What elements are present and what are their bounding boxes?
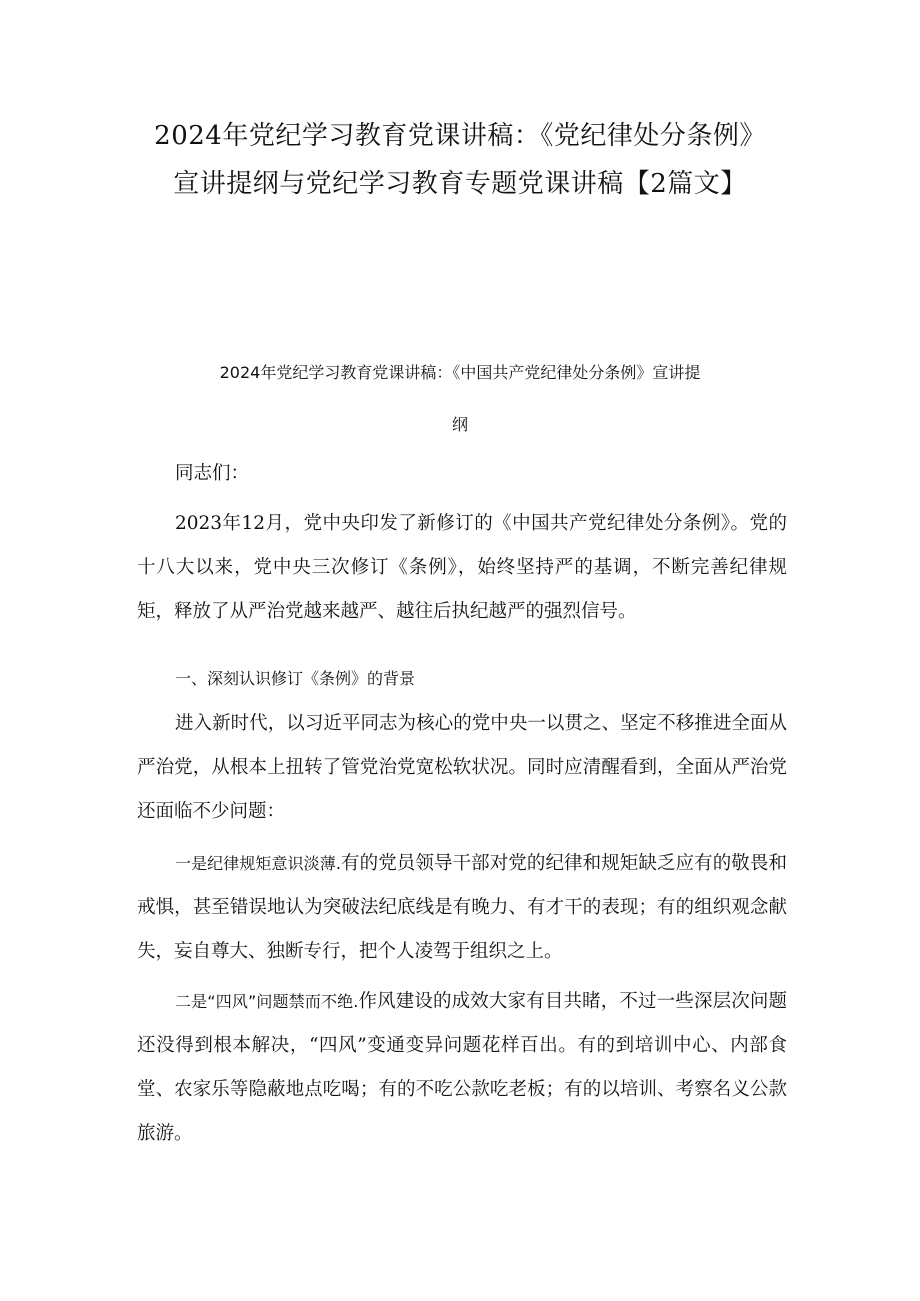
point-body-2: 作风建设的成效大家有目共睹，不过一些深层次问题还没得到根本解决，“四风”变通变异问题花样百出。有的到培训中心、内部食堂、农家乐等隐蔽地点吃喝；有的不吃公款吃老板；有的以培训、考察名义公款旅游。 — [137, 991, 787, 1144]
point-lead-2: 二是“四风”问题禁而不绝. — [175, 992, 359, 1011]
document-title-line-1: 2024年党纪学习教育党课讲稿：《党纪律处分条例》 — [154, 121, 766, 151]
point-lead-1: 一是纪律规矩意识淡薄. — [175, 854, 341, 873]
point-paragraph-2 — [137, 980, 787, 1156]
point-paragraph-1 — [137, 842, 787, 974]
section-heading: 一、深刻认识修订《条例》的背景 — [175, 669, 416, 688]
point-body-1: 有的党员领导干部对党的纪律和规矩缺乏应有的敬畏和戒惧，甚至错误地认为突破法纪底线是有晚力、有才干的表现；有的组织观念献失，妄自尊大、独断专行，把个人凌驾于组织之上。 — [137, 853, 787, 962]
document-title-line-2: 宣讲提纲与党纪学习教育专题党课讲稿【2篇文】 — [173, 169, 747, 199]
section-title-line-2: 纲 — [451, 415, 468, 434]
greeting: 同志们： — [175, 463, 250, 484]
body-paragraph: 进入新时代，以习近平同志为核心的党中央一以贯之、坚定不移推进全面从严治党，从根本上扭转了管党治党宽松软状况。同时应清醒看到，全面从严治党还面临不少问题： — [137, 713, 787, 822]
section-title-line-1: 2024年党纪学习教育党课讲稿：《中国共产党纪律处分条例》宣讲提 — [219, 363, 701, 382]
intro-paragraph: 2023年12月，党中央印发了新修订的《中国共产党纪律处分条例》。党的十八大以来，党中央三次修订《条例》，始终坚持严的基调，不断完善纪律规矩，释放了从严治党越来越严、越往后执纪越严的强烈信号。 — [137, 513, 787, 622]
